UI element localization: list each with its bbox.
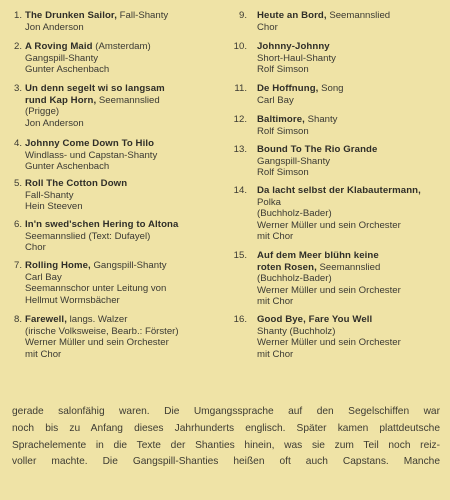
track-details xyxy=(25,41,236,76)
track-credit: Seemannschor unter Leitung von xyxy=(25,283,167,295)
track-number: 10. xyxy=(233,41,247,52)
track-details xyxy=(25,138,236,173)
track-type: (Amsterdam) xyxy=(95,41,151,52)
track-title-line xyxy=(257,314,446,326)
track-title-continued: roten Rosen, xyxy=(257,261,317,273)
track-credit: Shanty (Buchholz) xyxy=(257,325,336,337)
track-credit: Gunter Aschenbach xyxy=(25,161,110,173)
track-credit: Gangspill-Shanty xyxy=(257,155,331,167)
track-details xyxy=(25,260,236,306)
track-title-line xyxy=(257,262,446,274)
track-number: 12. xyxy=(233,114,247,125)
track-title: Un denn segelt wi so langsam xyxy=(25,83,165,94)
track-title-line xyxy=(25,260,236,272)
track-title: Rolling Home, xyxy=(25,260,91,271)
track-title-line xyxy=(25,95,236,107)
track-credit: Gangspill-Shanty xyxy=(25,52,99,64)
track-credit: Werner Müller und sein Orchester xyxy=(257,337,401,349)
track-title-line xyxy=(257,41,446,53)
track-title-line xyxy=(25,178,236,190)
track-credit: mit Chor xyxy=(25,348,62,360)
track-credit: (Buchholz-Bader) xyxy=(257,208,332,220)
track-credit: Seemannslied (Text: Dufayel) xyxy=(25,230,151,242)
track-details xyxy=(257,314,446,360)
track-details xyxy=(25,178,236,213)
track-details xyxy=(257,114,446,137)
track-credit: mit Chor xyxy=(257,348,294,360)
track-number: 13. xyxy=(233,144,247,155)
track-credit: Chor xyxy=(257,21,278,33)
track-credit: Polka xyxy=(257,196,281,208)
track-credit: Jon Anderson xyxy=(25,21,84,33)
track-credit: Chor xyxy=(25,242,46,254)
track-title: Farewell, xyxy=(25,314,67,325)
track-details xyxy=(25,83,236,129)
prose-line: gerade salonfähig waren. Die Umgangssprache auf den Segelschiffen war xyxy=(12,406,440,417)
track-credit: Jon Anderson xyxy=(25,117,84,129)
track-number: 14. xyxy=(233,185,247,196)
track-details xyxy=(257,41,446,76)
track-title-line xyxy=(257,83,446,95)
track-number: 9. xyxy=(238,10,247,21)
liner-notes-text xyxy=(12,404,440,471)
track-type: Fall-Shanty xyxy=(119,10,169,21)
track-title: De Hoffnung, xyxy=(257,83,319,94)
track-details xyxy=(25,314,236,360)
track-credit: Carl Bay xyxy=(257,94,294,106)
track-title: Johnny-Johnny xyxy=(257,41,330,52)
track-title: A Roving Maid xyxy=(25,41,93,52)
track-title-line xyxy=(25,83,236,95)
track-type: Seemannslied xyxy=(319,261,381,273)
track-title-line xyxy=(25,10,236,22)
track-title-line xyxy=(25,314,236,326)
track-credit: Rolf Simson xyxy=(257,64,309,76)
track-title-line xyxy=(25,138,236,150)
track-credit: Gunter Aschenbach xyxy=(25,64,110,76)
track-type: Song xyxy=(321,83,344,94)
track-title: In'n swed'schen Hering to Altona xyxy=(25,219,179,230)
prose-line: voller machte. Die Gangspill-Shanties heißen oft auch Capstans. Manche xyxy=(12,456,440,468)
track-number: 1. xyxy=(13,10,22,21)
track-number: 3. xyxy=(13,83,22,94)
track-credit: (Buchholz-Bader) xyxy=(257,273,332,285)
track-number: 16. xyxy=(233,314,247,325)
track-number: 6. xyxy=(13,219,22,230)
track-details xyxy=(257,250,446,308)
track-credit: Werner Müller und sein Orchester xyxy=(257,219,401,231)
track-title: Bound To The Rio Grande xyxy=(257,144,378,155)
track-credit: Short-Haul-Shanty xyxy=(257,52,336,64)
track-credit: Hellmut Wormsbächer xyxy=(25,294,120,306)
track-details xyxy=(257,83,446,106)
track-number: 2. xyxy=(13,41,22,52)
track-type: Seemannslied xyxy=(98,94,160,106)
track-credit: (Prigge) xyxy=(25,106,60,118)
track-details xyxy=(25,219,236,254)
track-number: 7. xyxy=(13,260,22,271)
track-title: Baltimore, xyxy=(257,114,305,125)
track-number: 15. xyxy=(233,250,247,261)
track-credit: mit Chor xyxy=(257,231,294,243)
track-credit: Windlass- und Capstan-Shanty xyxy=(25,149,158,161)
prose-line: noch bis zu Anfang dieses Jahrhunderts englisch. Später kamen plattdeutsche xyxy=(12,422,440,434)
track-number: 8. xyxy=(13,314,22,325)
track-title-continued: rund Kap Horn, xyxy=(25,94,97,106)
track-details xyxy=(257,10,446,33)
track-title-line xyxy=(257,250,446,262)
track-title-line xyxy=(257,10,446,22)
track-title: Johnny Come Down To Hilo xyxy=(25,138,155,149)
prose-line: Sprachelemente in die Texte der Shanties hinein, was sie zum Teil noch reiz- xyxy=(12,439,440,451)
track-number: 4. xyxy=(13,138,22,149)
track-title-line xyxy=(25,219,236,231)
track-title-line xyxy=(257,114,446,126)
track-credit: Rolf Simson xyxy=(257,167,309,179)
track-credit: Carl Bay xyxy=(25,271,62,283)
track-type: langs. Walzer xyxy=(69,314,128,325)
track-title: Heute an Bord, xyxy=(257,10,327,21)
track-title-line xyxy=(257,185,446,197)
track-credit: Rolf Simson xyxy=(257,125,309,137)
track-credit: Hein Steeven xyxy=(25,201,83,213)
track-type: Seemannslied xyxy=(329,10,391,21)
track-details xyxy=(25,10,236,33)
track-title: Roll The Cotton Down xyxy=(25,178,128,189)
track-title-line xyxy=(25,41,236,53)
track-credit: Werner Müller und sein Orchester xyxy=(257,284,401,296)
track-title: The Drunken Sailor, xyxy=(25,10,117,21)
track-type: Shanty xyxy=(307,114,338,125)
track-details xyxy=(257,185,446,243)
track-number: 5. xyxy=(13,178,22,189)
track-number: 11. xyxy=(234,83,247,94)
track-credit: mit Chor xyxy=(257,296,294,308)
track-title: Da lacht selbst der Klabautermann, xyxy=(257,185,421,196)
track-credit: Werner Müller und sein Orchester xyxy=(25,337,169,349)
track-title: Auf dem Meer blühn keine xyxy=(257,250,379,261)
track-credit: (irische Volksweise, Bearb.: Förster) xyxy=(25,325,179,337)
track-type: Gangspill-Shanty xyxy=(93,260,167,271)
track-credit: Fall-Shanty xyxy=(25,189,74,201)
track-details xyxy=(257,144,446,179)
track-title-line xyxy=(257,144,446,156)
track-title: Good Bye, Fare You Well xyxy=(257,314,373,325)
